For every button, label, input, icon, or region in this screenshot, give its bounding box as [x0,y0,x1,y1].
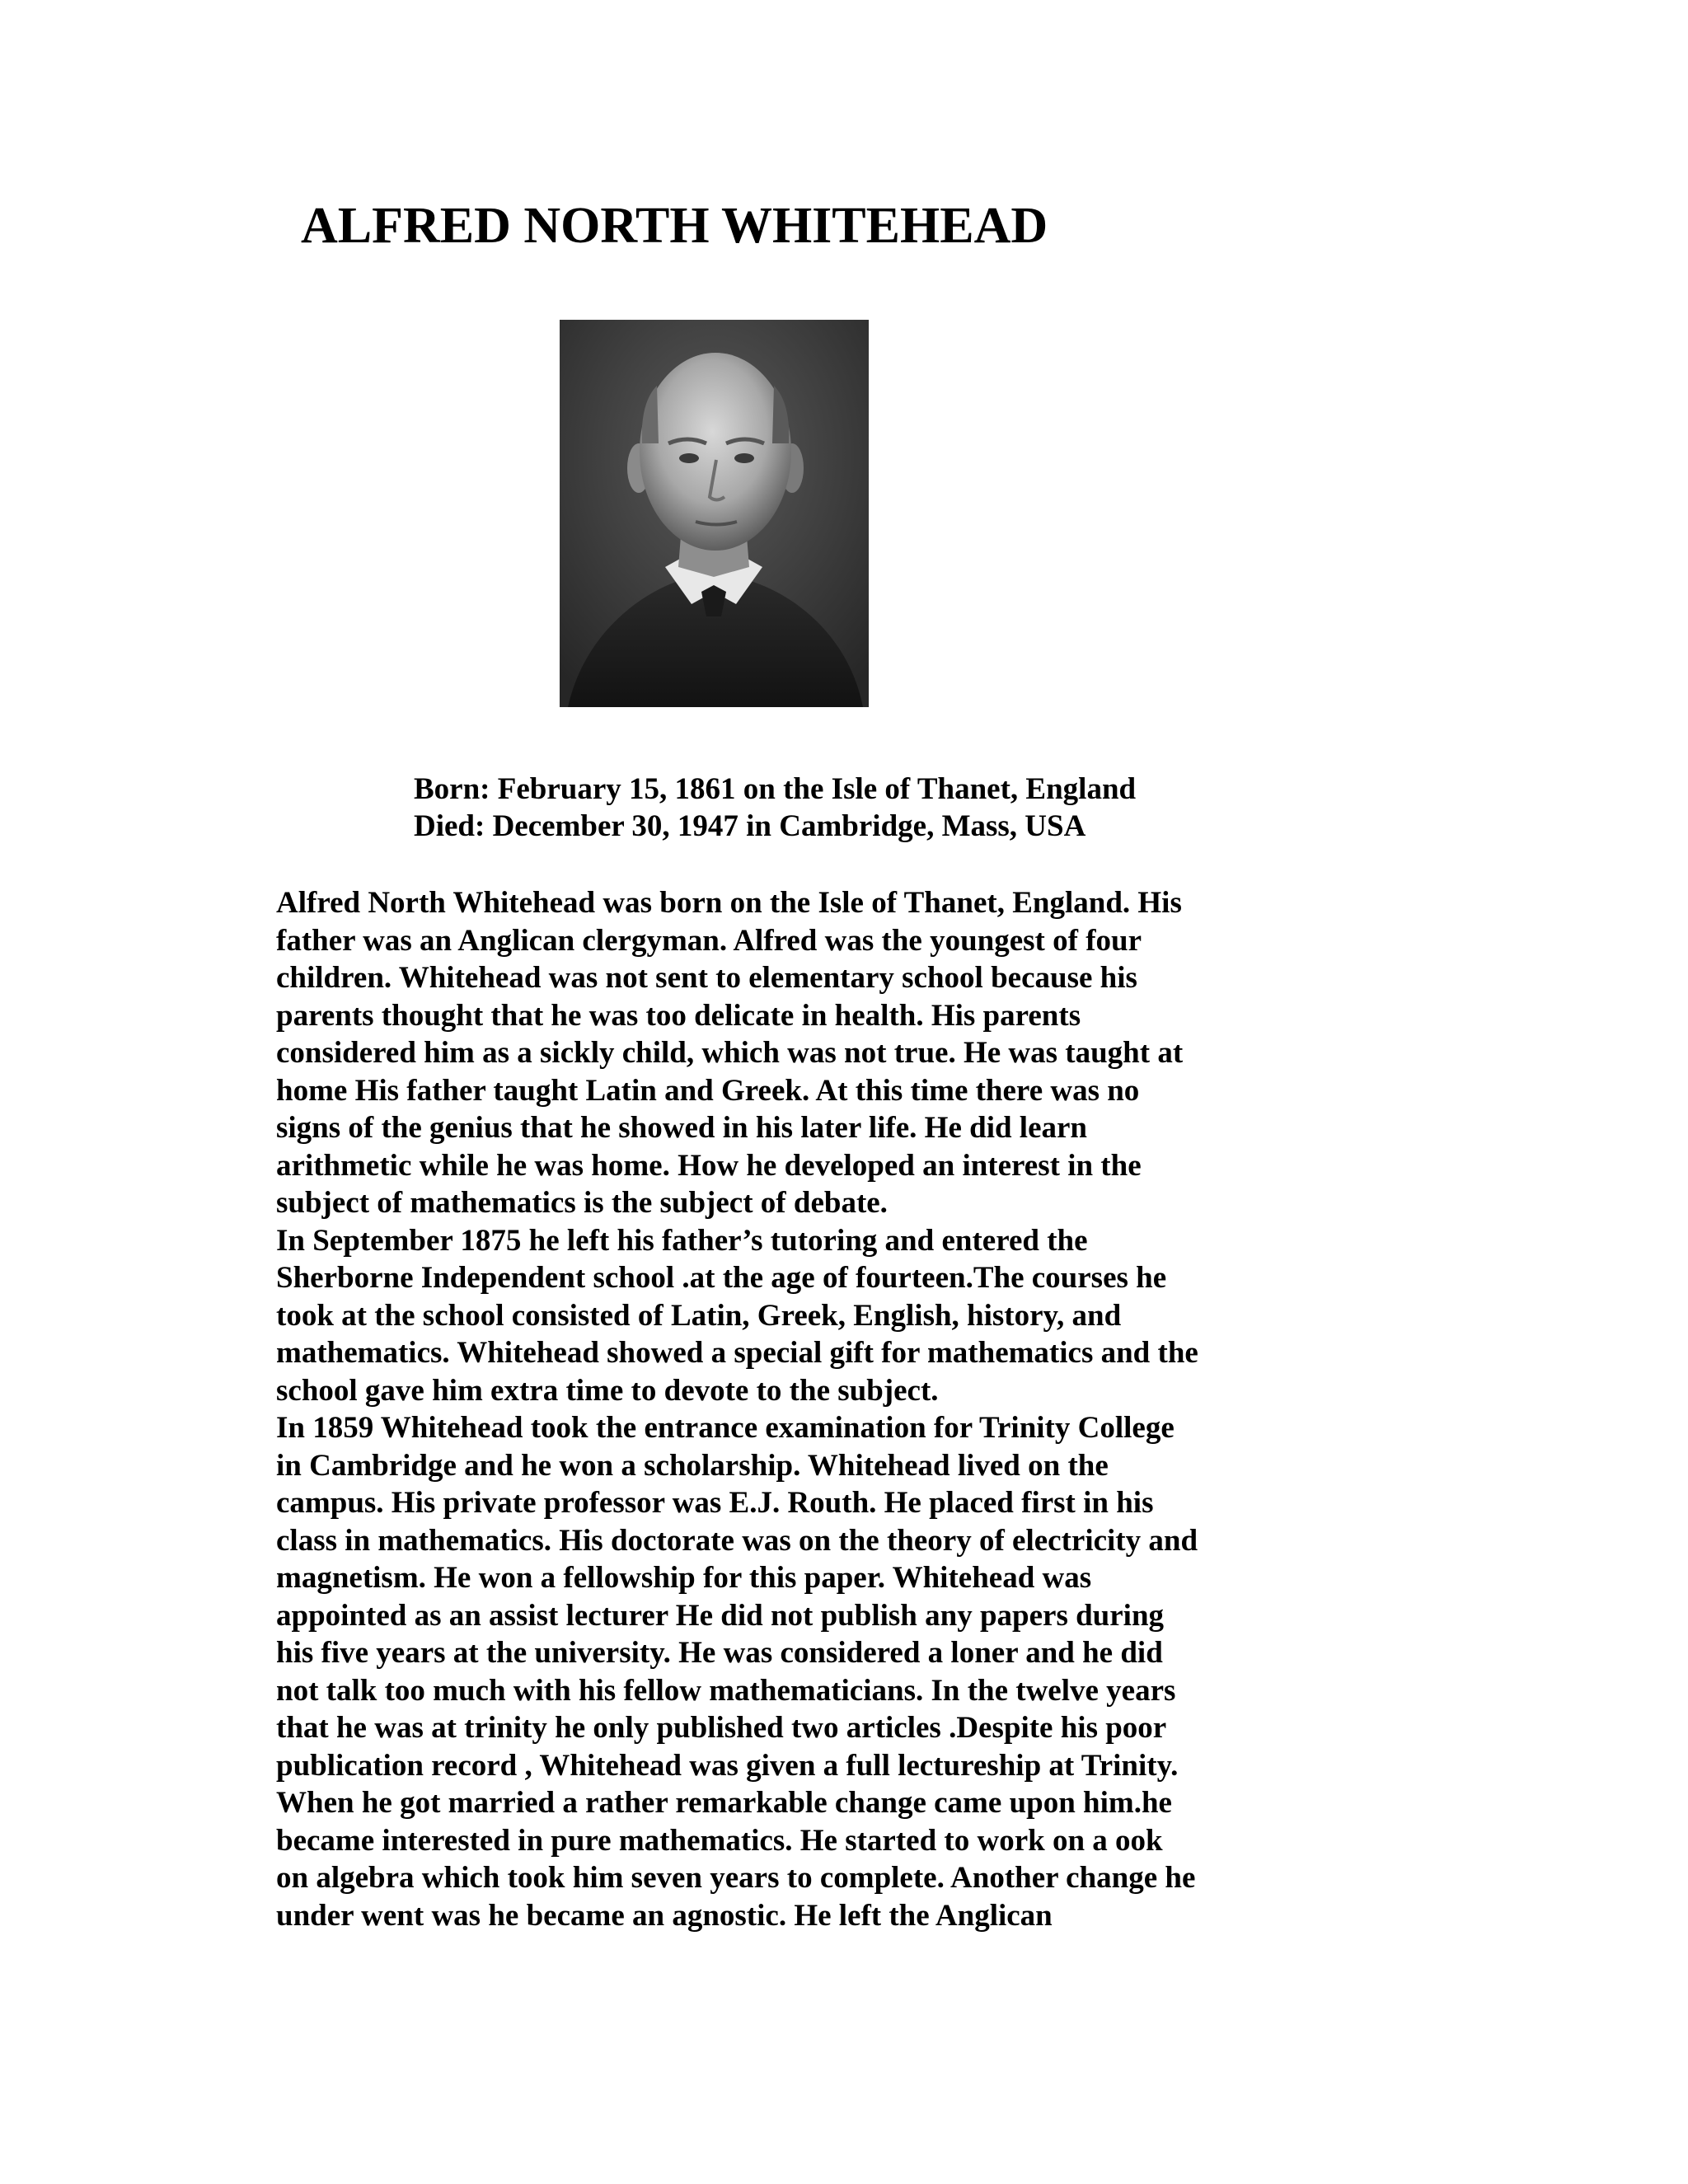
text-line: father was an Anglican clergyman. Alfred was the youngest of four [276,923,1142,958]
text-line: In September 1875 he left his father’s tutoring and entered the [276,1223,1088,1258]
text-line: campus. His private professor was E.J. Routh. He placed first in his [276,1486,1154,1520]
died-line: Died: December 30, 1947 in Cambridge, Mass, USA [414,809,1086,843]
text-line: class in mathematics. His doctorate was on the theory of electricity and [276,1523,1198,1558]
text-line: magnetism. He won a fellowship for this paper. Whitehead was [276,1561,1092,1595]
text-line: under went was he became an agnostic. He left the Anglican [276,1898,1053,1933]
text-line: When he got married a rather remarkable change came upon him.he [276,1786,1172,1820]
text-line: subject of mathematics is the subject of debate. [276,1186,888,1220]
text-line: mathematics. Whitehead showed a special gift for mathematics and the [276,1336,1198,1370]
text-line: Alfred North Whitehead was born on the Isle of Thanet, England. His [276,886,1182,920]
text-line: that he was at trinity he only published two articles .Despite his poor [276,1711,1167,1745]
text-line: considered him as a sickly child, which was not true. He was taught at [276,1036,1184,1070]
text-line: home His father taught Latin and Greek. At this time there was no [276,1073,1140,1108]
biography-text [276,884,1331,1934]
text-line: his five years at the university. He was considered a loner and he did [276,1636,1163,1670]
text-line: in Cambridge and he won a scholarship. Whitehead lived on the [276,1448,1109,1483]
text-line: signs of the genius that he showed in his later life. He did learn [276,1111,1088,1145]
text-line: took at the school consisted of Latin, Greek, English, history, and [276,1298,1122,1333]
text-line: parents thought that he was too delicate in health. His parents [276,998,1081,1033]
text-line: In 1859 Whitehead took the entrance examination for Trinity College [276,1411,1175,1445]
portrait-photo [560,320,869,707]
text-line: arithmetic while he was home. How he developed an interest in the [276,1148,1142,1183]
text-line: school gave him extra time to devote to the subject. [276,1373,939,1408]
text-line: not talk too much with his fellow mathematicians. In the twelve years [276,1673,1176,1708]
text-line: Sherborne Independent school .at the age of fourteen.The courses he [276,1261,1167,1295]
text-line: publication record , Whitehead was given a full lectureship at Trinity. [276,1748,1179,1783]
text-line: children. Whitehead was not sent to elementary school because his [276,961,1137,995]
text-line: became interested in pure mathematics. He started to work on a ook [276,1823,1163,1858]
life-dates [414,771,1136,845]
page-title: ALFRED NORTH WHITEHEAD [301,198,1048,254]
text-line: on algebra which took him seven years to complete. Another change he [276,1861,1196,1895]
text-line: appointed as an assist lecturer He did not publish any papers during [276,1598,1165,1633]
born-line: Born: February 15, 1861 on the Isle of Thanet, England [414,772,1137,806]
